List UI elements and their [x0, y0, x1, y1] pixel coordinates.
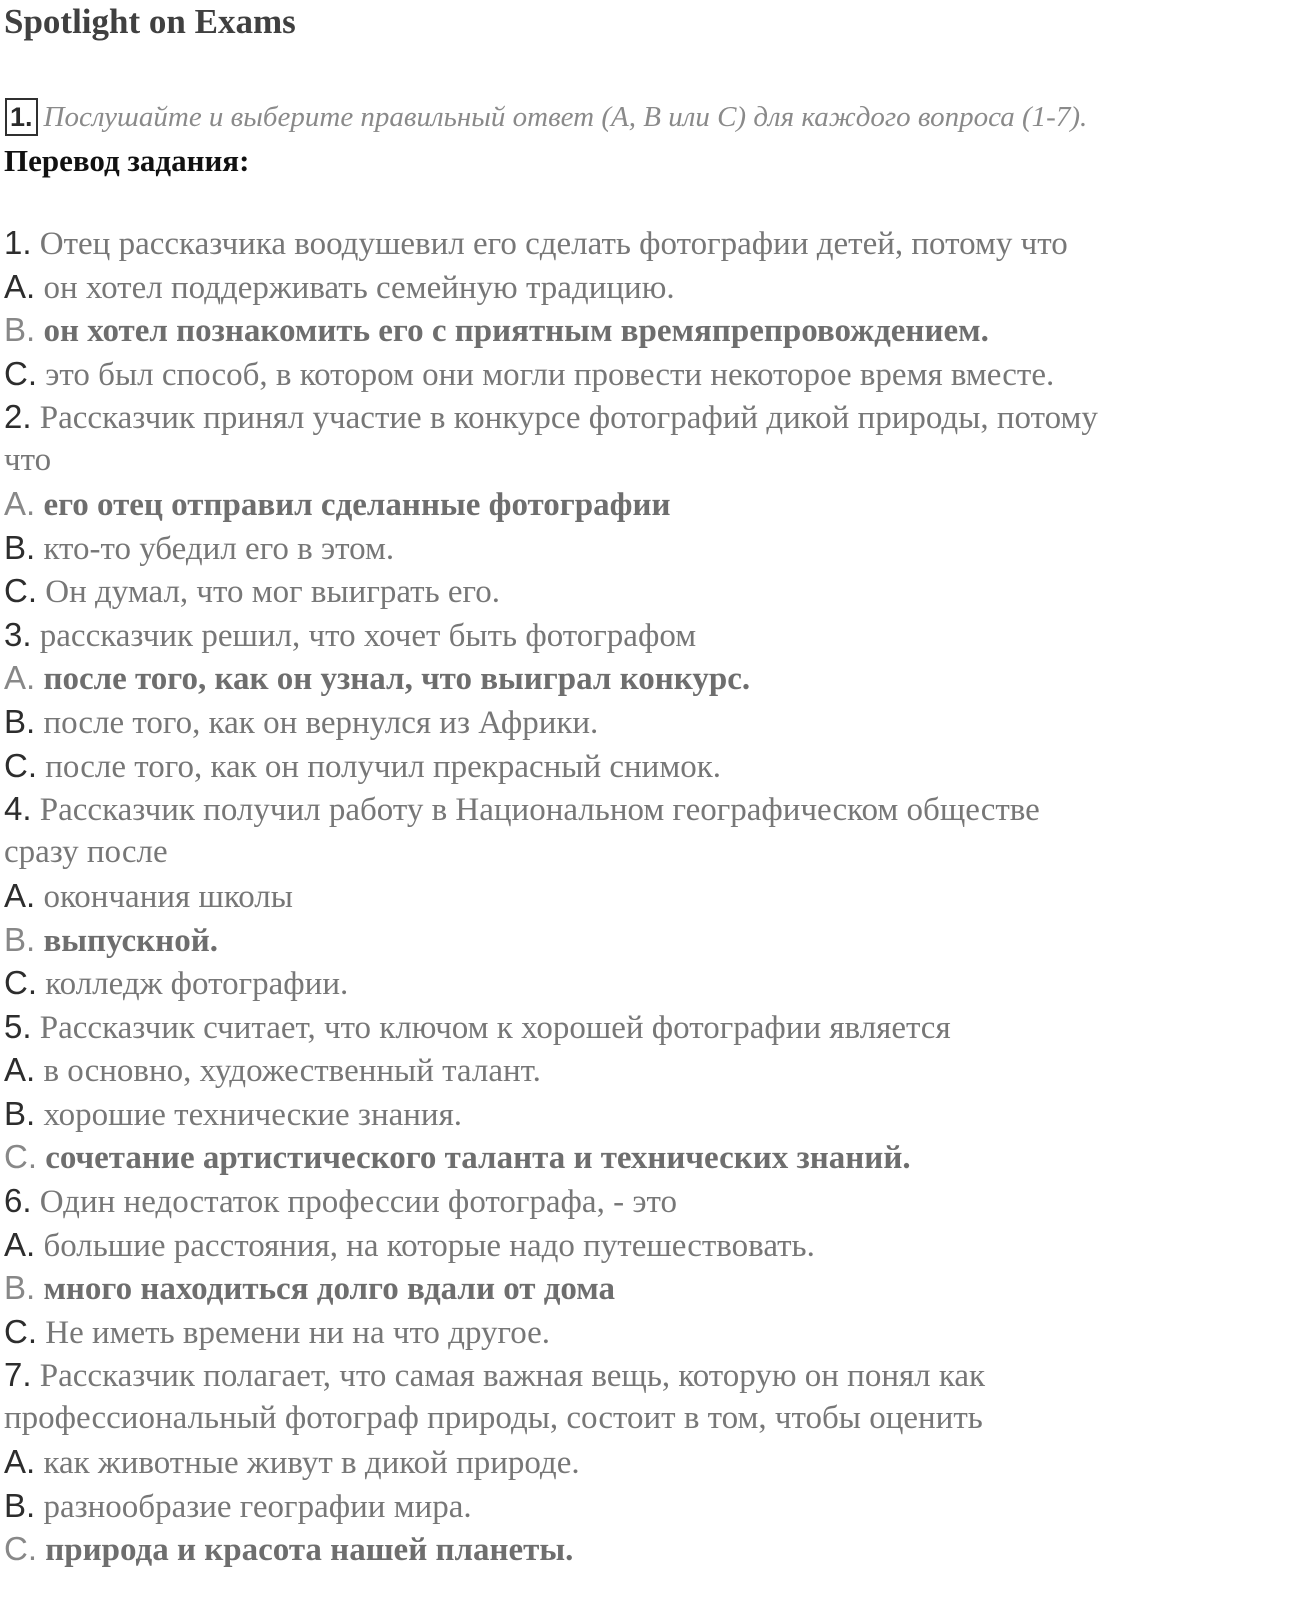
option-text: после того, как он получил прекрасный снимок. — [45, 748, 721, 785]
answer-option — [4, 352, 1296, 396]
option-text: разнообразие географии мира. — [43, 1488, 472, 1525]
option-text: это был способ, в котором они могли провести некоторое время вместе. — [45, 356, 1055, 393]
option-text: после того, как он вернулся из Африки. — [43, 705, 599, 742]
correct-option-text: много находиться долго вдали от дома — [43, 1271, 616, 1308]
question-number: 4. — [4, 790, 32, 828]
question-number: 2. — [4, 398, 32, 436]
question-text: Отец рассказчика воодушевил его сделать фотографии детей, потому что — [39, 226, 1068, 262]
option-text: в основно, художественный талант. — [43, 1053, 541, 1090]
answer-option — [4, 265, 1296, 309]
question-line — [4, 787, 1296, 831]
answer-option — [4, 1484, 1296, 1528]
option-letter: C. — [4, 746, 37, 784]
answer-option — [4, 700, 1296, 744]
option-text: Он думал, что мог выиграть его. — [45, 574, 500, 611]
answer-option — [4, 1266, 1296, 1310]
answer-option — [4, 744, 1296, 788]
option-letter: B. — [4, 703, 36, 741]
question-number: 3. — [4, 615, 32, 653]
question-line — [4, 395, 1296, 439]
answer-option — [4, 656, 1296, 700]
question-text: Рассказчик принял участие в конкурсе фотографий дикой природы, потому — [39, 400, 1098, 437]
question-text: сразу после — [4, 833, 168, 870]
correct-option-text: природа и красота нашей планеты. — [45, 1532, 574, 1569]
option-letter: A. — [4, 1225, 36, 1263]
questions-list — [4, 221, 1296, 1571]
answer-option — [4, 482, 1296, 526]
answer-option — [4, 1527, 1296, 1571]
option-letter: B. — [4, 1486, 36, 1524]
question-text: рассказчик решил, что хочет быть фотографом — [39, 617, 697, 654]
option-letter: A. — [4, 267, 36, 305]
answer-option — [4, 526, 1296, 570]
option-letter: B. — [4, 1269, 36, 1307]
question-text: Рассказчик получил работу в Национальном географическом обществе — [39, 792, 1040, 829]
option-letter: A. — [4, 877, 36, 915]
question-line — [4, 1353, 1296, 1397]
question-line — [4, 1179, 1296, 1223]
question-text: профессиональный фотограф природы, состоит в том, чтобы оценить — [4, 1399, 983, 1436]
answer-option — [4, 1135, 1296, 1179]
option-letter: A. — [4, 1443, 36, 1481]
question-line — [4, 439, 1296, 483]
option-letter: A. — [4, 485, 36, 523]
option-text: колледж фотографии. — [45, 966, 349, 1003]
option-letter: B. — [4, 920, 36, 958]
answer-option — [4, 961, 1296, 1005]
option-letter: A. — [4, 659, 36, 697]
option-text: хорошие технические знания. — [43, 1096, 462, 1133]
question-text: что — [4, 441, 52, 478]
option-letter: B. — [4, 1094, 36, 1132]
task-number-box: 1. — [5, 98, 38, 136]
answer-option — [4, 1440, 1296, 1484]
option-letter: C. — [4, 1530, 37, 1568]
option-letter: C. — [4, 964, 37, 1002]
option-text: окончания школы — [43, 879, 293, 916]
task-instruction-line — [5, 98, 1087, 140]
option-text: он хотел поддерживать семейную традицию. — [43, 269, 675, 306]
question-line — [4, 613, 1296, 657]
option-letter: C. — [4, 354, 37, 392]
option-letter: C. — [4, 1138, 37, 1176]
answer-option — [4, 1092, 1296, 1136]
answer-option — [4, 1048, 1296, 1092]
answer-option — [4, 1223, 1296, 1267]
question-line — [4, 1397, 1296, 1441]
correct-option-text: его отец отправил сделанные фотографии — [43, 487, 671, 524]
correct-option-text: он хотел познакомить его с приятным времяпрепровождением. — [43, 313, 989, 350]
question-number: 5. — [4, 1007, 32, 1045]
answer-option — [4, 1310, 1296, 1354]
translation-heading: Перевод задания: — [4, 143, 250, 178]
option-letter: C. — [4, 572, 37, 610]
question-text: Рассказчик считает, что ключом к хорошей фотографии является — [39, 1009, 951, 1046]
option-text: кто-то убедил его в этом. — [43, 530, 395, 567]
question-text: Один недостаток профессии фотографа, - это — [39, 1184, 677, 1221]
answer-option — [4, 569, 1296, 613]
correct-option-text: после того, как он узнал, что выиграл конкурс. — [43, 661, 751, 698]
option-text: как животные живут в дикой природе. — [43, 1445, 580, 1482]
task-instruction: Послушайте и выберите правильный ответ (А, В или С) для каждого вопроса (1-7). — [43, 100, 1088, 133]
option-letter: C. — [4, 1312, 37, 1350]
option-letter: A. — [4, 1051, 36, 1089]
answer-option — [4, 308, 1296, 352]
question-text: Рассказчик полагает, что самая важная вещь, которую он понял как — [39, 1358, 986, 1395]
question-line — [4, 221, 1296, 265]
option-letter: B. — [4, 528, 36, 566]
question-line — [4, 831, 1296, 875]
answer-option — [4, 918, 1296, 962]
correct-option-text: сочетание артистического таланта и технических знаний. — [45, 1140, 911, 1177]
question-number: 7. — [4, 1356, 32, 1394]
answer-option — [4, 874, 1296, 918]
option-text: Не иметь времени ни на что другое. — [45, 1314, 551, 1351]
correct-option-text: выпускной. — [43, 922, 218, 959]
page-title: Spotlight on Exams — [4, 2, 296, 41]
option-text: большие расстояния, на которые надо путешествовать. — [43, 1227, 815, 1264]
option-letter: B. — [4, 311, 36, 349]
question-number: 6. — [4, 1182, 32, 1220]
question-line — [4, 1005, 1296, 1049]
question-number: 1. — [4, 224, 32, 261]
